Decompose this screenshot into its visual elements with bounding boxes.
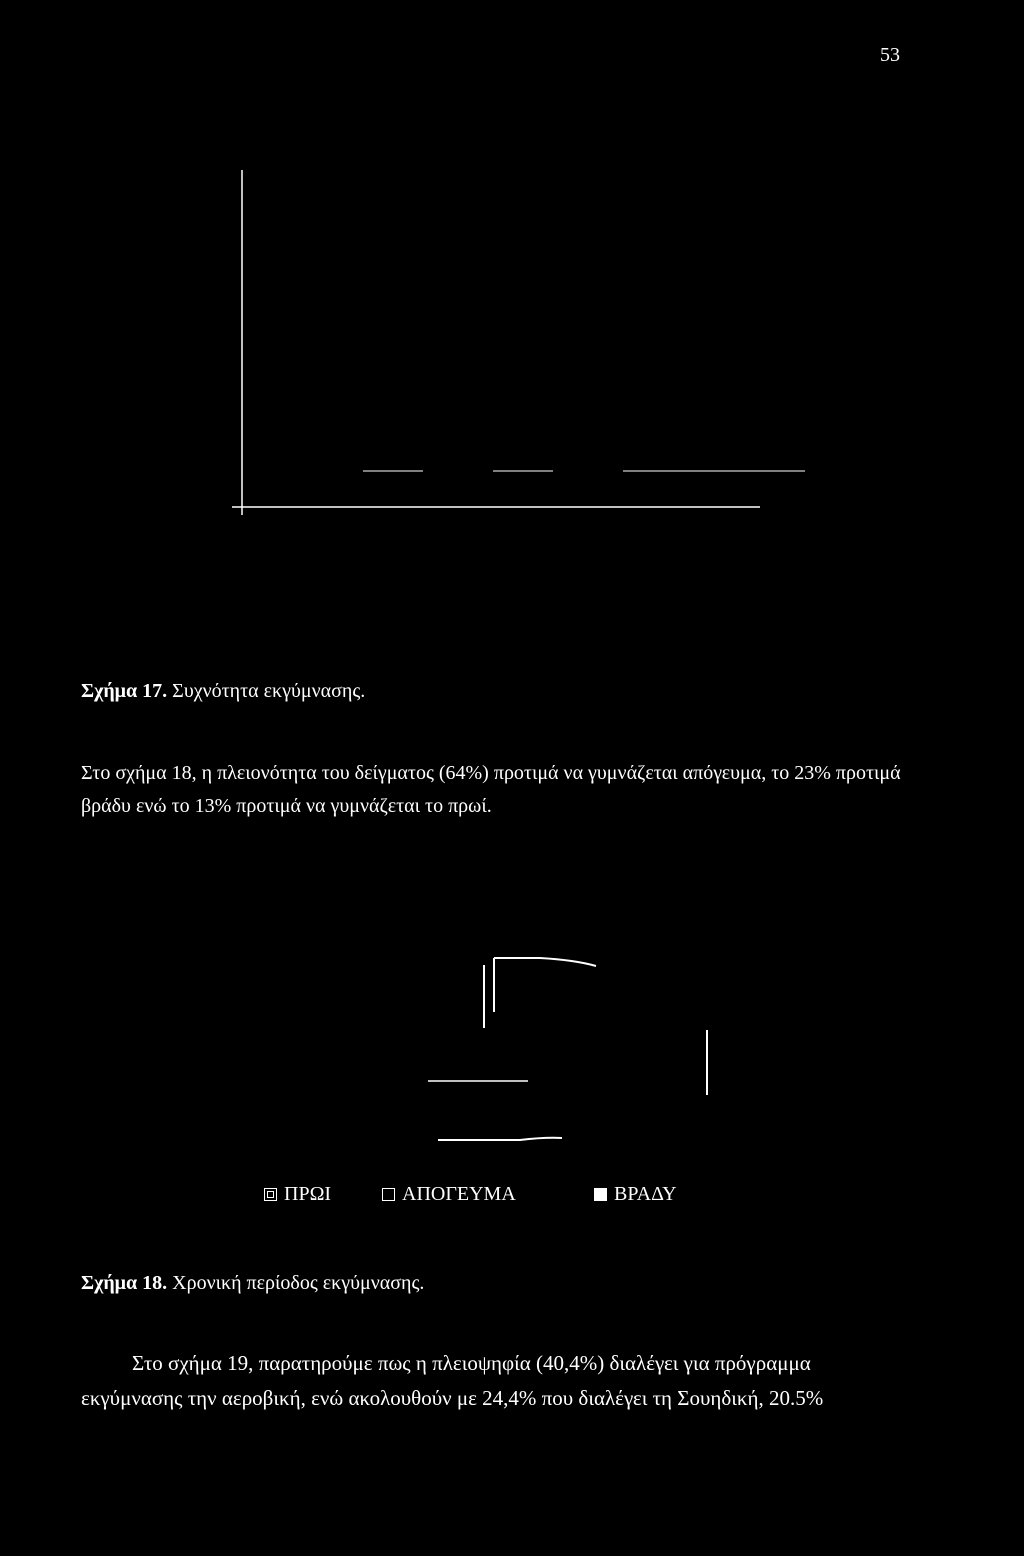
figure-17-label: Σχήμα 17. [81, 680, 168, 702]
legend-label-afternoon: ΑΠΟΓΕΥΜΑ [402, 1183, 516, 1205]
figure-18-label: Σχήμα 18. [81, 1272, 168, 1294]
legend-item-evening [594, 1183, 677, 1206]
legend-label-evening: ΒΡΑΔΥ [614, 1183, 677, 1205]
morning-swatch-icon [264, 1188, 277, 1201]
figure-18-chart [428, 958, 707, 1140]
paragraph-figure-19-description: Στο σχήμα 19, παρατηρούμε πως η πλειοψηφία (40,4%) διαλέγει για πρόγραμμα εκγύμνασης την αεροβική, ενώ ακολουθούν με 24,4% που διαλέγει τη Σουηδική, 20.5% [81, 1351, 824, 1410]
figure-18-title: Χρονική περίοδος εκγύμνασης. [172, 1272, 425, 1294]
legend-item-morning [264, 1183, 331, 1206]
evening-swatch-icon [594, 1188, 607, 1201]
figure-18-slice-edge [438, 1138, 562, 1140]
figure-18-caption [81, 1272, 424, 1295]
paragraph-figure-18-description: Στο σχήμα 18, η πλειονότητα του δείγματος (64%) προτιμά να γυμνάζεται απόγευμα, το 23% προτιμά βράδυ ενώ το 13% προτιμά να γυμνάζεται το πρωί. [81, 762, 901, 817]
figure-18-legend [0, 1183, 1024, 1213]
page-number: 53 [880, 44, 900, 66]
figure-17-title: Συχνότητα εκγύμνασης. [172, 680, 366, 702]
legend-label-morning: ΠΡΩΙ [284, 1183, 332, 1205]
figure-18-slice-edge [494, 958, 596, 966]
afternoon-swatch-icon [382, 1188, 395, 1201]
figure-17-caption [81, 680, 365, 703]
legend-item-afternoon [382, 1183, 516, 1206]
